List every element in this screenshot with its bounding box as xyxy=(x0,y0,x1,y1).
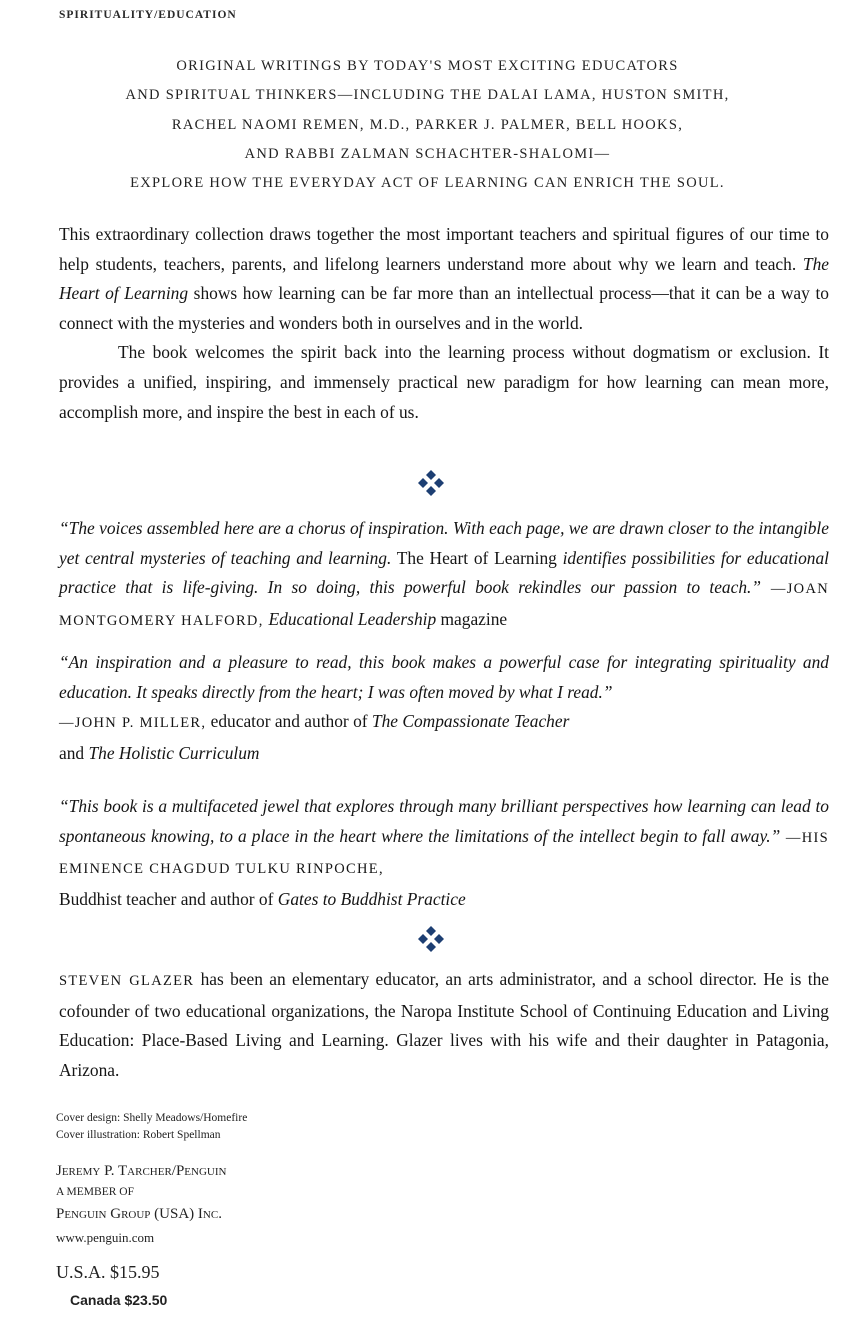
description-paragraph-1: This extraordinary collection draws together the most important teachers and spiritual figures of our time to help students, teachers, parents, and lifelong learners understand more about why we learn and teach. The Heart of Learning shows how learning can be far more than an intellectual process—that it can be a way to connect with the mysteries and wonders both in ourselves and in the world. xyxy=(59,224,829,333)
publisher-url[interactable]: www.penguin.com xyxy=(56,1230,155,1245)
endorsement-quote-rinpoche: “This book is a multifaceted jewel that explores through many brilliant perspectives how learning can lead to spontaneous knowing, to a place in the heart where the limitations of the intellect begin to fall away.” —HIS EMINENCE CHAGDUD TULKU RINPOCHE, Buddhist teacher and author of Gates to Buddhist Practice xyxy=(59,796,829,909)
publisher-imprint: Jeremy P. Tarcher/Penguin xyxy=(56,1163,227,1179)
category-label: SPIRITUALITY/EDUCATION xyxy=(59,9,237,21)
cover-illustration-credit: Cover illustration: Robert Spellman xyxy=(56,1129,221,1141)
book-description xyxy=(59,220,829,427)
author-bio: STEVEN GLAZER has been an elementary educator, an arts administrator, and a school director. He is the cofounder of two educational organizations, the Naropa Institute School of Continuing Education and Living Education: Place-Based Living and Learning. Glazer lives with his wife and their daughter in Patagonia, Arizona. xyxy=(59,969,829,1080)
publisher-info xyxy=(56,1160,226,1250)
four-diamond-ornament-icon xyxy=(416,924,446,954)
cover-design-credit: Cover design: Shelly Meadows/Homefire xyxy=(56,1112,248,1124)
headline xyxy=(0,52,855,198)
headline-line: AND SPIRITUAL THINKERS—INCLUDING THE DALAI LAMA, HUSTON SMITH, xyxy=(125,87,730,104)
four-diamond-ornament-icon xyxy=(416,468,446,498)
endorsement-quote-miller: “An inspiration and a pleasure to read, this book makes a powerful case for integrating spirituality and education. It speaks directly from the heart; I was often moved by what I read.” —JOHN P. MILLER, educator and author of The Compassionate Teacher and The Holistic Curriculum xyxy=(59,652,829,763)
headline-line: ORIGINAL WRITINGS BY TODAY'S MOST EXCITING EDUCATORS xyxy=(176,58,679,74)
price-usa: U.S.A. $15.95 xyxy=(56,1262,160,1282)
headline-line: EXPLORE HOW THE EVERYDAY ACT OF LEARNING CAN ENRICH THE SOUL. xyxy=(130,175,725,192)
book-title: The Heart of Learning xyxy=(59,253,829,304)
publisher-member-of: A MEMBER OF xyxy=(56,1186,134,1198)
quote-attribution: —JOHN P. MILLER, xyxy=(59,715,207,732)
headline-line: RACHEL NAOMI REMEN, M.D., PARKER J. PALMER, BELL HOOKS, xyxy=(171,116,684,133)
author-name: STEVEN GLAZER xyxy=(59,973,195,989)
publisher-group: Penguin Group (USA) Inc. xyxy=(56,1206,222,1222)
price-canada: Canada $23.50 xyxy=(70,1292,168,1308)
quote-attribution: —HIS EMINENCE CHAGDUD TULKU RINPOCHE, xyxy=(59,829,829,878)
quote-attribution: —JOAN MONTGOMERY HALFORD, xyxy=(59,581,829,629)
endorsement-quote-halford: “The voices assembled here are a chorus of inspiration. With each page, we are drawn closer to the intangible yet central mysteries of teaching and learning. The Heart of Learning identifies possibilities for educational practice that is life-giving. In so doing, this powerful book rekindles our passion to teach.” —JOAN MONTGOMERY HALFORD, Educational Leadership magazine xyxy=(59,518,830,629)
description-paragraph-2: The book welcomes the spirit back into the learning process without dogmatism or exclusion. It provides a unified, inspiring, and immensely practical new paradigm for how learning can mean more, accomplish more, and inspire the best in each of us. xyxy=(59,342,829,422)
headline-line: AND RABBI ZALMAN SCHACHTER-SHALOMI— xyxy=(244,145,611,162)
cover-credits xyxy=(56,1110,247,1144)
